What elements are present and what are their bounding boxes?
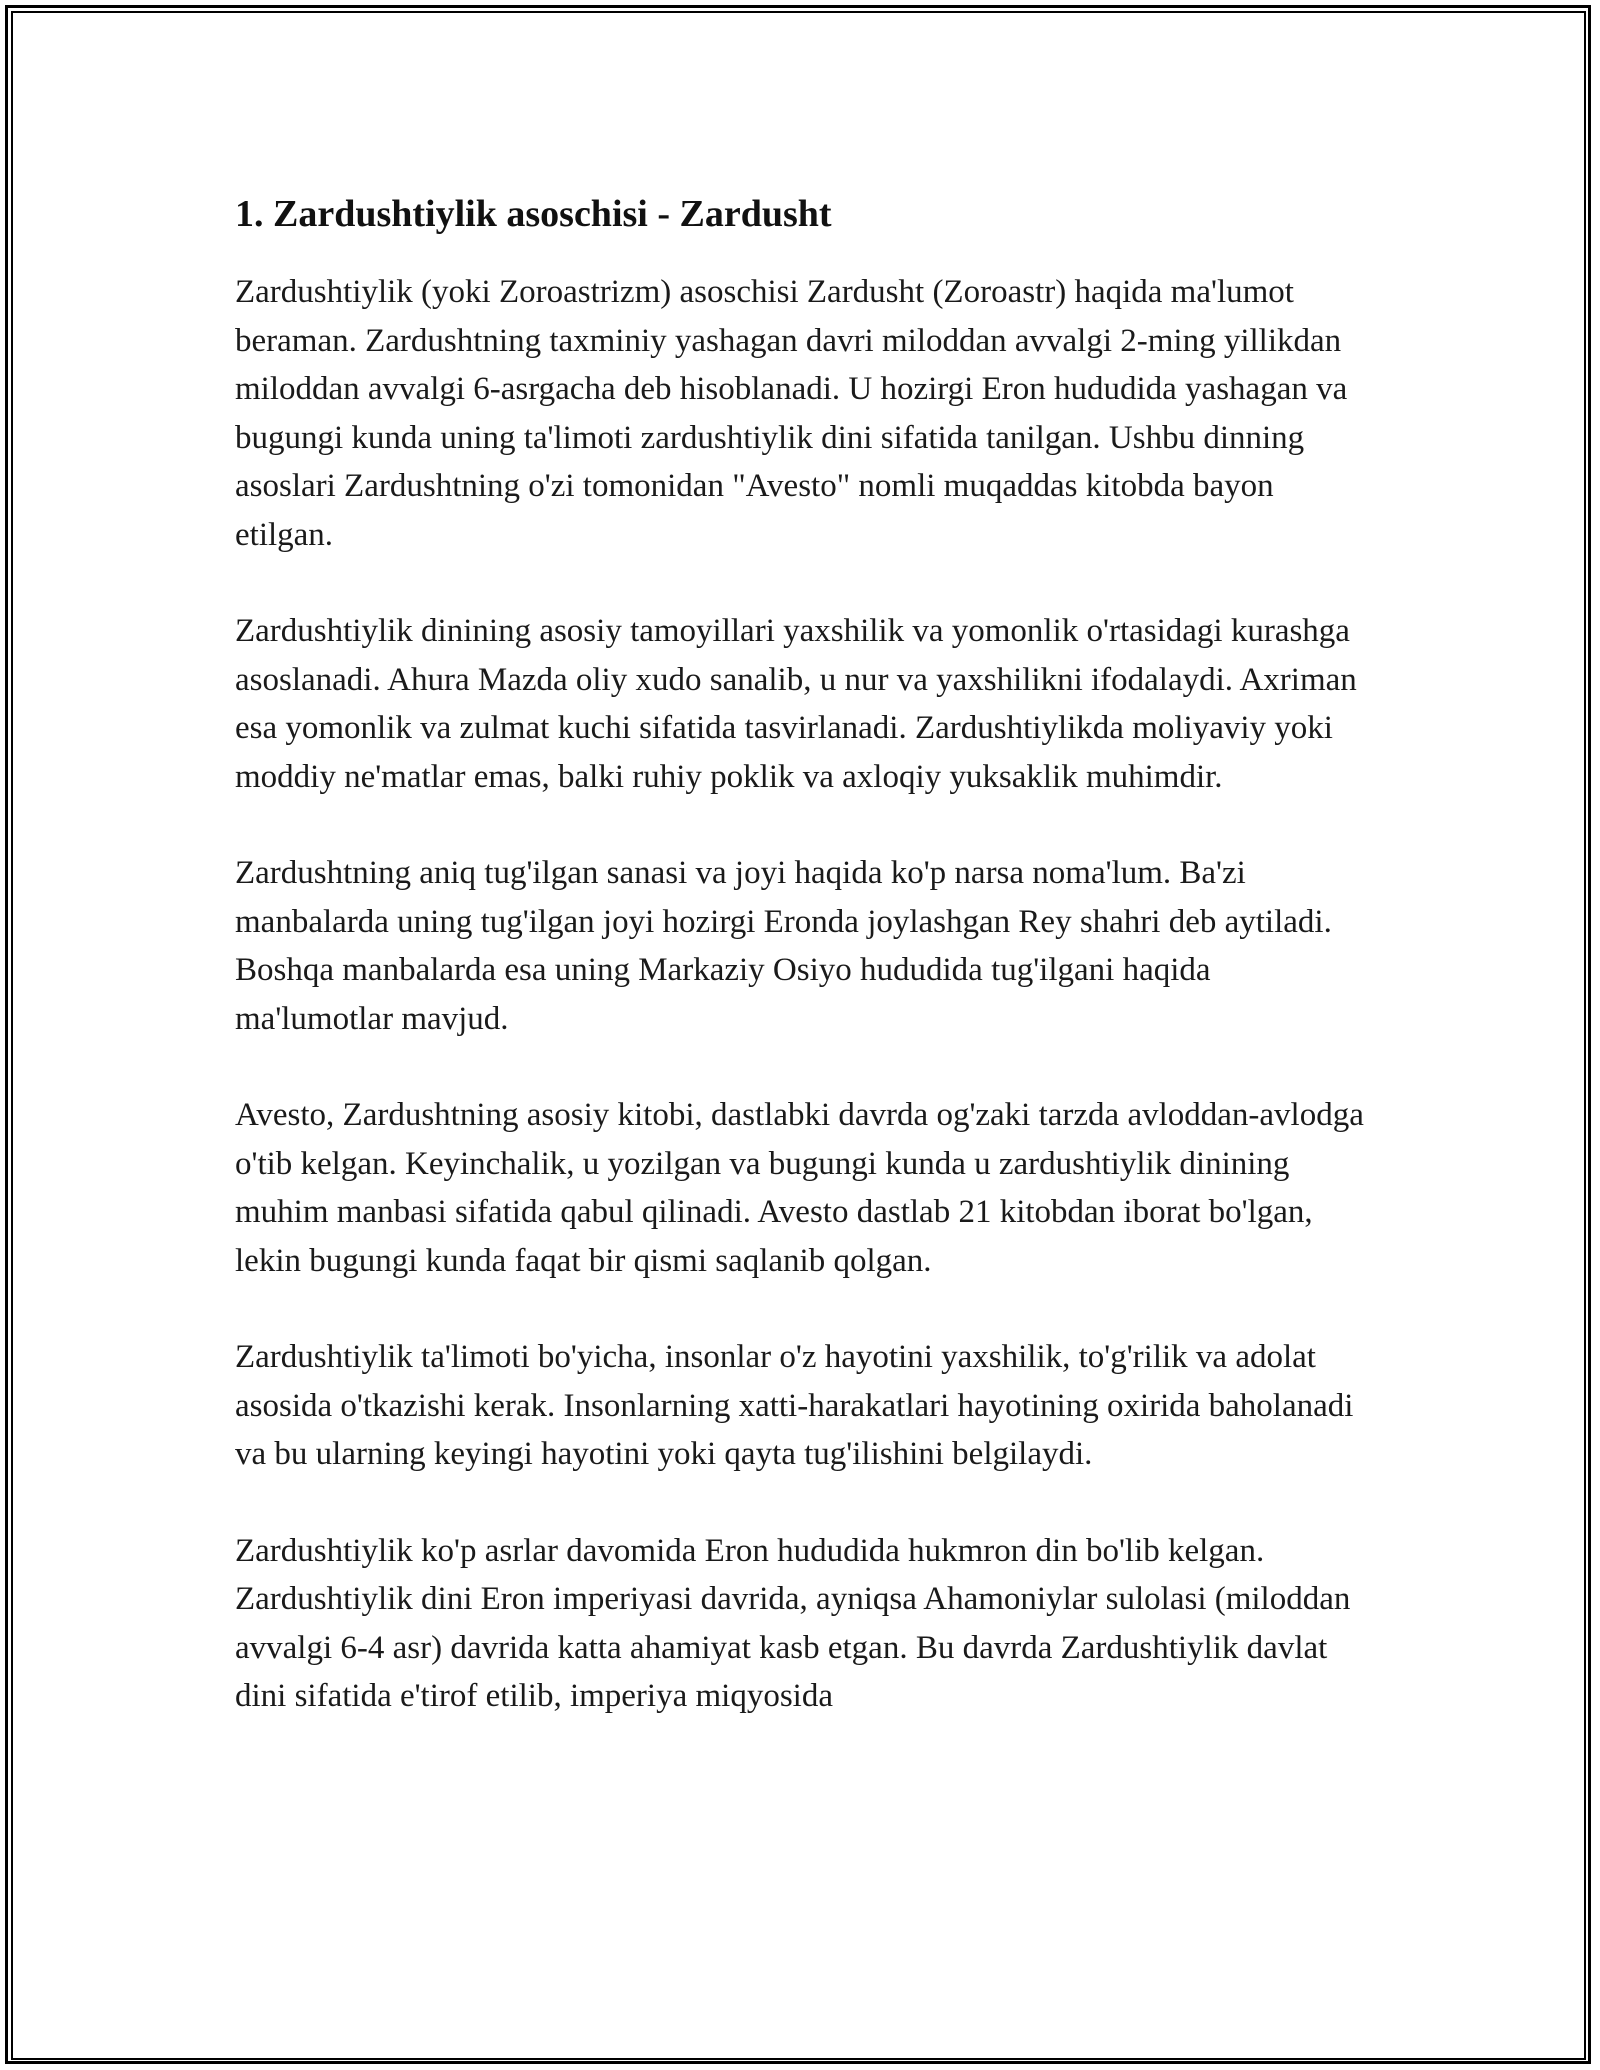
paragraph-1: Zardushtiylik (yoki Zoroastrizm) asoschisi Zardusht (Zoroastr) haqida ma'lumot beraman. Zardushtning taxminiy yashagan davri miloddan avvalgi 2-ming yillikdan miloddan avvalgi 6-asrgacha deb hisoblanadi. U hozirgi Eron hududida yashagan va bugungi kunda uning ta'limoti zardushtiylik dini sifatida tanilgan. Ushbu dinning asoslari Zardushtning o'zi tomonidan "Avesto" nomli muqaddas kitobda bayon etilgan. — [235, 274, 1348, 553]
paragraph-2: Zardushtiylik dinining asosiy tamoyillari yaxshilik va yomonlik o'rtasidagi kurashga asoslanadi. Ahura Mazda oliy xudo sanalib, u nur va yaxshilikni ifodalaydi. Axriman esa yomonlik va zulmat kuchi sifatida tasvirlanadi. Zardushtiylikda moliyaviy yoki moddiy ne'matlar emas, balki ruhiy poklik va axloqiy yuksaklik muhimdir. — [235, 613, 1357, 795]
document-body — [235, 188, 1375, 1769]
document-title: 1. Zardushtiylik asoschisi - Zardusht — [235, 193, 832, 235]
paragraph-3: Zardushtning aniq tug'ilgan sanasi va joyi haqida ko'p narsa noma'lum. Ba'zi manbalarda uning tug'ilgan joyi hozirgi Eronda joylashgan Rey shahri deb aytiladi. Boshqa manbalarda esa uning Markaziy Osiyo hududida tug'ilgani haqida ma'lumotlar mavjud. — [235, 855, 1332, 1037]
paragraph-5: Zardushtiylik ta'limoti bo'yicha, insonlar o'z hayotini yaxshilik, to'g'rilik va adolat asosida o'tkazishi kerak. Insonlarning xatti-harakatlari hayotining oxirida baholanadi va bu ularning keyingi hayotini yoki qayta tug'ilishini belgilaydi. — [235, 1339, 1354, 1472]
paragraph-6: Zardushtiylik ko'p asrlar davomida Eron hududida hukmron din bo'lib kelgan. Zardushtiylik dini Eron imperiyasi davrida, ayniqsa Ahamoniylar sulolasi (miloddan avvalgi 6-4 asr) davrida katta ahamiyat kasb etgan. Bu davrda Zardushtiylik davlat dini sifatida e'tirof etilib, imperiya miqyosida — [235, 1532, 1351, 1714]
paragraph-4: Avesto, Zardushtning asosiy kitobi, dastlabki davrda og'zaki tarzda avloddan-avlodga o'tib kelgan. Keyinchalik, u yozilgan va bugungi kunda u zardushtiylik dinining muhim manbasi sifatida qabul qilinadi. Avesto dastlab 21 kitobdan iborat bo'lgan, lekin bugungi kunda faqat bir qismi saqlanib qolgan. — [235, 1097, 1364, 1279]
